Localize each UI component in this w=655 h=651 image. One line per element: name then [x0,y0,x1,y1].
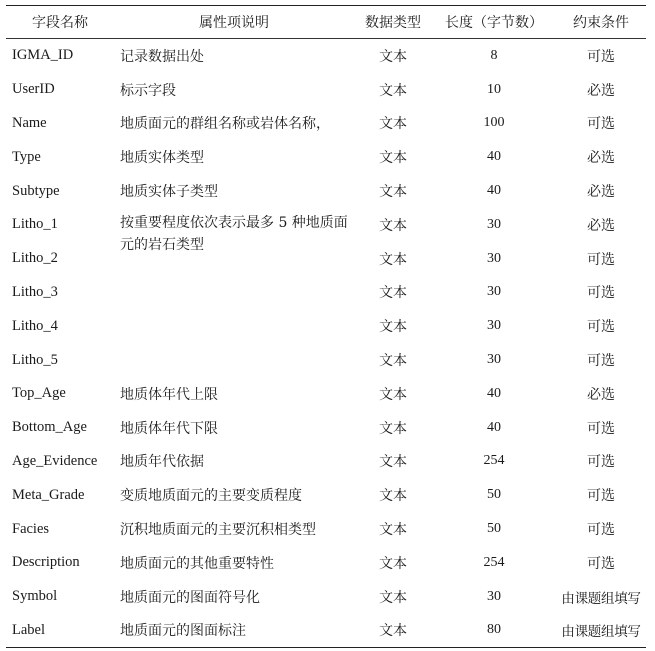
cell-length: 30 [487,318,501,334]
cell-description: 地质体年代上限 [120,386,218,403]
cell-data-type: 文本 [379,623,407,640]
cell-field-name: Name [12,114,47,131]
table-row [6,276,646,310]
table-row [6,309,646,343]
cell-field-name: Litho_2 [12,250,58,267]
cell-length: 30 [487,216,501,232]
cell-constraint: 必选 [587,386,615,403]
header-field-name: 字段名称 [6,6,114,39]
cell-field-name: UserID [12,81,55,98]
cell-constraint: 可选 [587,319,615,336]
cell-data-type: 文本 [379,319,407,336]
table-row [6,140,646,174]
cell-length: 254 [483,554,505,570]
cell-field-name: Symbol [12,588,58,605]
cell-description: 变质地质面元的主要变质程度 [120,488,302,505]
table-header [6,6,646,39]
cell-length: 40 [487,419,501,435]
table-row [6,73,646,107]
cell-data-type: 文本 [379,48,407,65]
cell-constraint: 可选 [587,116,615,133]
table-row [6,614,646,648]
cell-data-type: 文本 [379,589,407,606]
cell-data-type: 文本 [379,555,407,572]
cell-description: 地质实体子类型 [120,184,218,201]
cell-description: 记录数据出处 [120,48,204,65]
cell-constraint: 可选 [587,488,615,505]
cell-field-name: Litho_4 [12,317,58,334]
header-row [6,6,646,39]
cell-data-type: 文本 [379,386,407,403]
cell-field-name: Age_Evidence [12,452,98,469]
cell-constraint: 可选 [587,251,615,268]
table-row [6,580,646,614]
cell-length: 254 [483,453,505,469]
cell-description: 地质面元的其他重要特性 [120,555,274,572]
table-row [6,39,646,73]
cell-description-merged: 按重要程度依次表示最多 5 种地质面元的岩石类型 [120,214,348,253]
cell-data-type: 文本 [379,522,407,539]
table-row [6,478,646,512]
table-row [6,445,646,479]
cell-constraint: 必选 [587,217,615,234]
cell-description: 沉积地质面元的主要沉积相类型 [120,522,316,539]
header-length: 长度（字节数） [432,6,556,39]
table-row [6,107,646,141]
cell-description [114,276,354,310]
cell-constraint: 必选 [587,184,615,201]
cell-field-name: Bottom_Age [12,419,87,436]
cell-data-type: 文本 [379,251,407,268]
cell-constraint: 可选 [587,285,615,302]
cell-constraint: 可选 [587,420,615,437]
cell-constraint: 可选 [587,48,615,65]
cell-length: 30 [487,250,501,266]
cell-length: 40 [487,385,501,401]
cell-constraint: 可选 [587,522,615,539]
header-data-type: 数据类型 [354,6,432,39]
cell-description: 标示字段 [120,82,176,99]
cell-data-type: 文本 [379,353,407,370]
cell-constraint: 由课题组填写 [561,590,641,607]
cell-constraint: 由课题组填写 [561,624,641,641]
cell-length: 100 [483,115,505,131]
cell-field-name: Type [12,148,41,165]
cell-description [114,309,354,343]
cell-length: 50 [487,521,501,537]
cell-length: 30 [487,352,501,368]
cell-data-type: 文本 [379,116,407,133]
cell-constraint: 必选 [587,82,615,99]
cell-description [114,343,354,377]
cell-length: 10 [487,81,501,97]
table-row [6,411,646,445]
cell-field-name: Subtype [12,182,60,199]
cell-constraint: 可选 [587,555,615,572]
table-row [6,174,646,208]
table-row [6,343,646,377]
cell-field-name: Label [12,621,46,638]
cell-length: 30 [487,284,501,300]
header-constraint: 约束条件 [556,6,646,39]
cell-length: 40 [487,149,501,165]
table-body [6,39,646,648]
cell-length: 30 [487,588,501,604]
cell-description: 地质年代依据 [120,454,204,471]
cell-field-name: Meta_Grade [12,486,85,503]
table-row [6,512,646,546]
table-row [6,377,646,411]
cell-field-name: Litho_1 [12,216,58,233]
cell-field-name: Description [12,554,80,571]
cell-length: 8 [490,47,498,63]
cell-field-name: Litho_3 [12,283,58,300]
cell-data-type: 文本 [379,217,407,234]
cell-field-name: Litho_5 [12,351,58,368]
cell-data-type: 文本 [379,420,407,437]
cell-description: 地质实体类型 [120,150,204,167]
cell-data-type: 文本 [379,184,407,201]
cell-description: 地质面元的群组名称或岩体名称， [120,116,330,133]
cell-data-type: 文本 [379,150,407,167]
cell-description: 地质面元的图面符号化 [120,589,260,606]
cell-length: 50 [487,487,501,503]
cell-length: 80 [487,622,501,638]
field-definition-table [6,5,646,648]
cell-constraint: 可选 [587,353,615,370]
cell-description: 地质体年代下限 [120,420,218,437]
cell-field-name: IGMA_ID [12,47,74,64]
cell-data-type: 文本 [379,285,407,302]
table-row [6,208,646,242]
header-description: 属性项说明 [114,6,354,39]
cell-data-type: 文本 [379,488,407,505]
cell-field-name: Top_Age [12,385,66,402]
table-row [6,546,646,580]
cell-data-type: 文本 [379,454,407,471]
cell-length: 40 [487,183,501,199]
cell-constraint: 可选 [587,454,615,471]
cell-field-name: Facies [12,520,50,537]
cell-data-type: 文本 [379,82,407,99]
cell-constraint: 必选 [587,150,615,167]
cell-description: 地质面元的图面标注 [120,623,246,640]
